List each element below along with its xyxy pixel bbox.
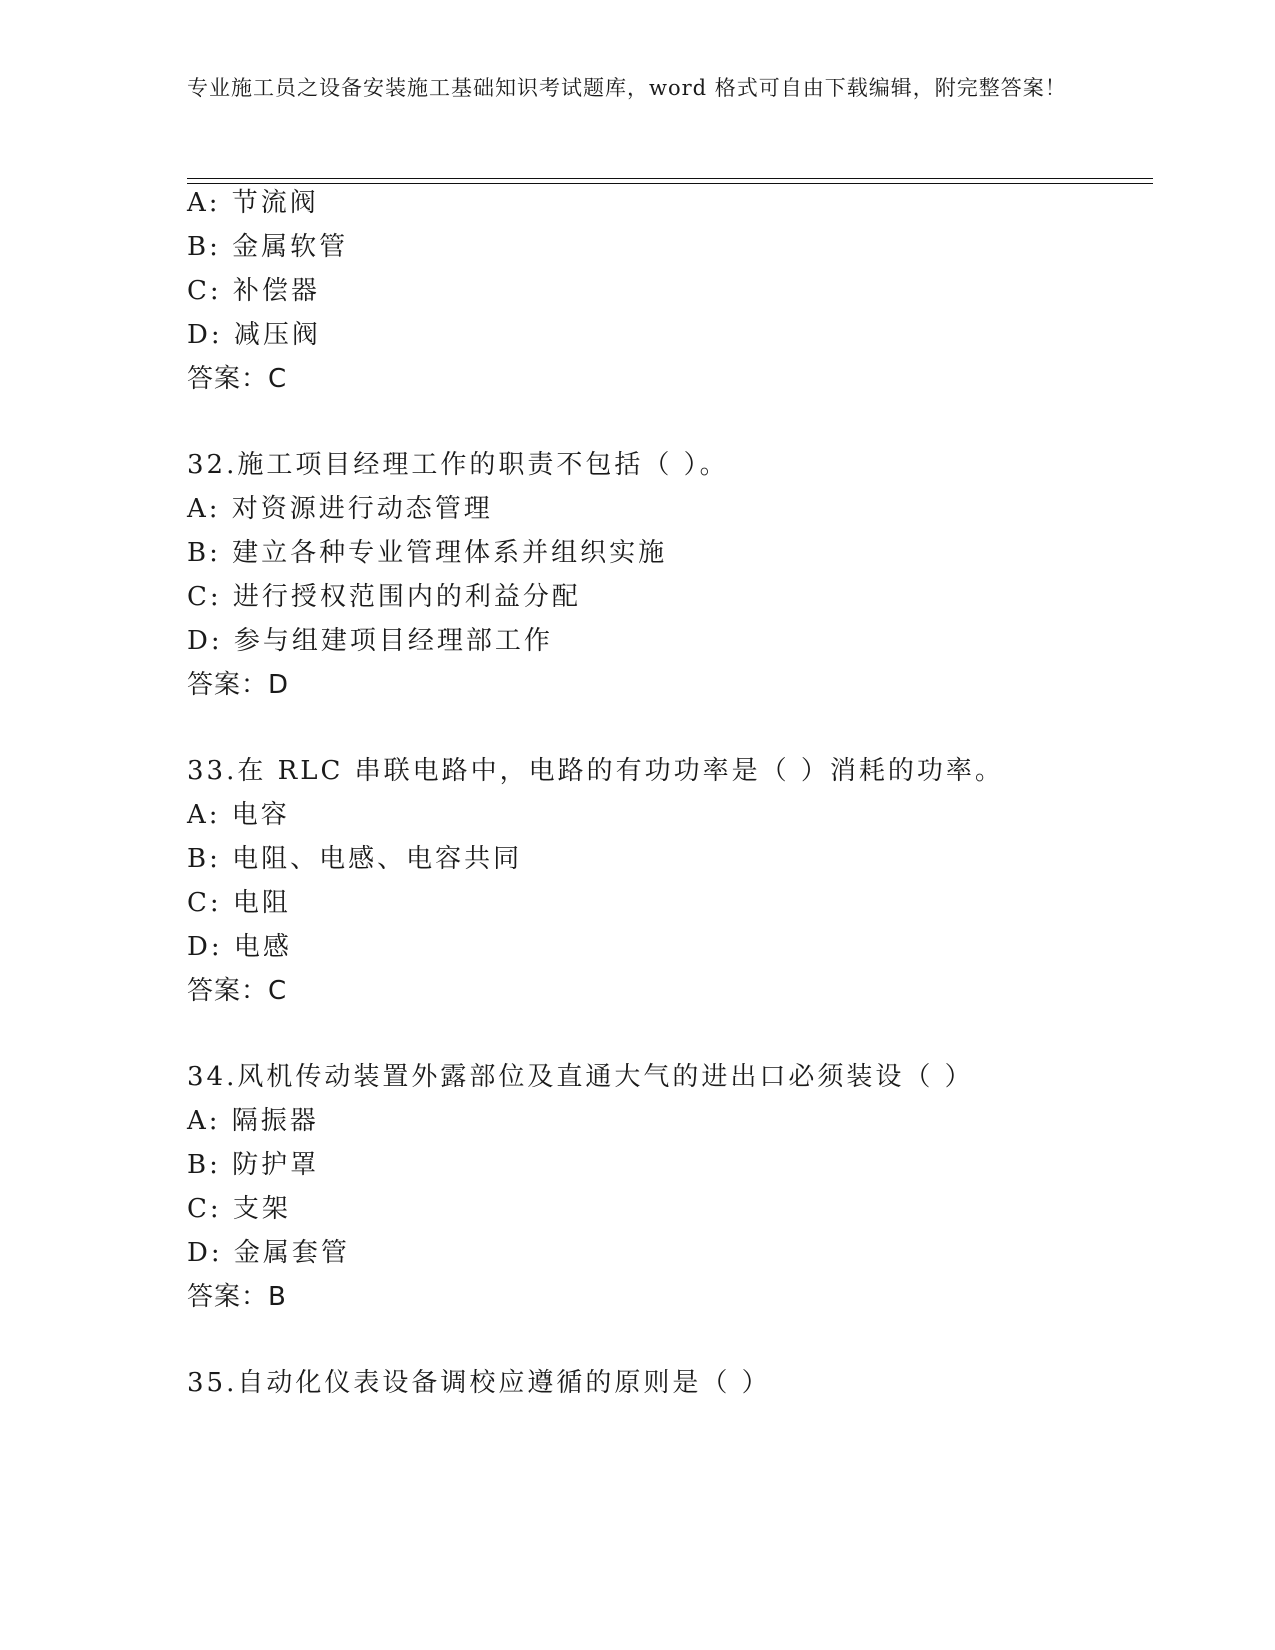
answer-line: 答案：C [187,976,288,1006]
option-b: B: 防护罩 [187,1150,320,1180]
option-a: A: 电容 [187,800,290,830]
option-c: C: 电阻 [187,888,291,918]
option-b: B: 电阻、电感、电容共同 [187,844,523,874]
question-stem: 32.施工项目经理工作的职责不包括（ ）。 [187,450,729,480]
option-c: C: 支架 [187,1194,291,1224]
header-divider-top [187,178,1153,179]
option-b: B: 建立各种专业管理体系并组织实施 [187,538,668,568]
option-a: A: 隔振器 [187,1106,319,1136]
option-d: D: 参与组建项目经理部工作 [187,626,553,656]
question-stem: 34.风机传动装置外露部位及直通大气的进出口必须装设（ ） [187,1062,974,1092]
question-stem: 33.在 RLC 串联电路中，电路的有功功率是（ ）消耗的功率。 [187,756,1004,786]
option-b: B: 金属软管 [187,232,349,262]
option-a: A: 节流阀 [187,188,319,218]
header-divider-bottom [187,183,1153,184]
answer-line: 答案：B [187,1282,287,1312]
option-c: C: 补偿器 [187,276,320,306]
document-header: 专业施工员之设备安装施工基础知识考试题库，word 格式可自由下载编辑，附完整答案！ [187,76,1067,100]
answer-line: 答案：D [187,670,290,700]
option-d: D: 减压阀 [187,320,321,350]
answer-line: 答案：C [187,364,288,394]
option-d: D: 电感 [187,932,292,962]
question-stem: 35.自动化仪表设备调校应遵循的原则是（ ） [187,1368,771,1398]
option-a: A: 对资源进行动态管理 [187,494,493,524]
option-d: D: 金属套管 [187,1238,350,1268]
option-c: C: 进行授权范围内的利益分配 [187,582,581,612]
